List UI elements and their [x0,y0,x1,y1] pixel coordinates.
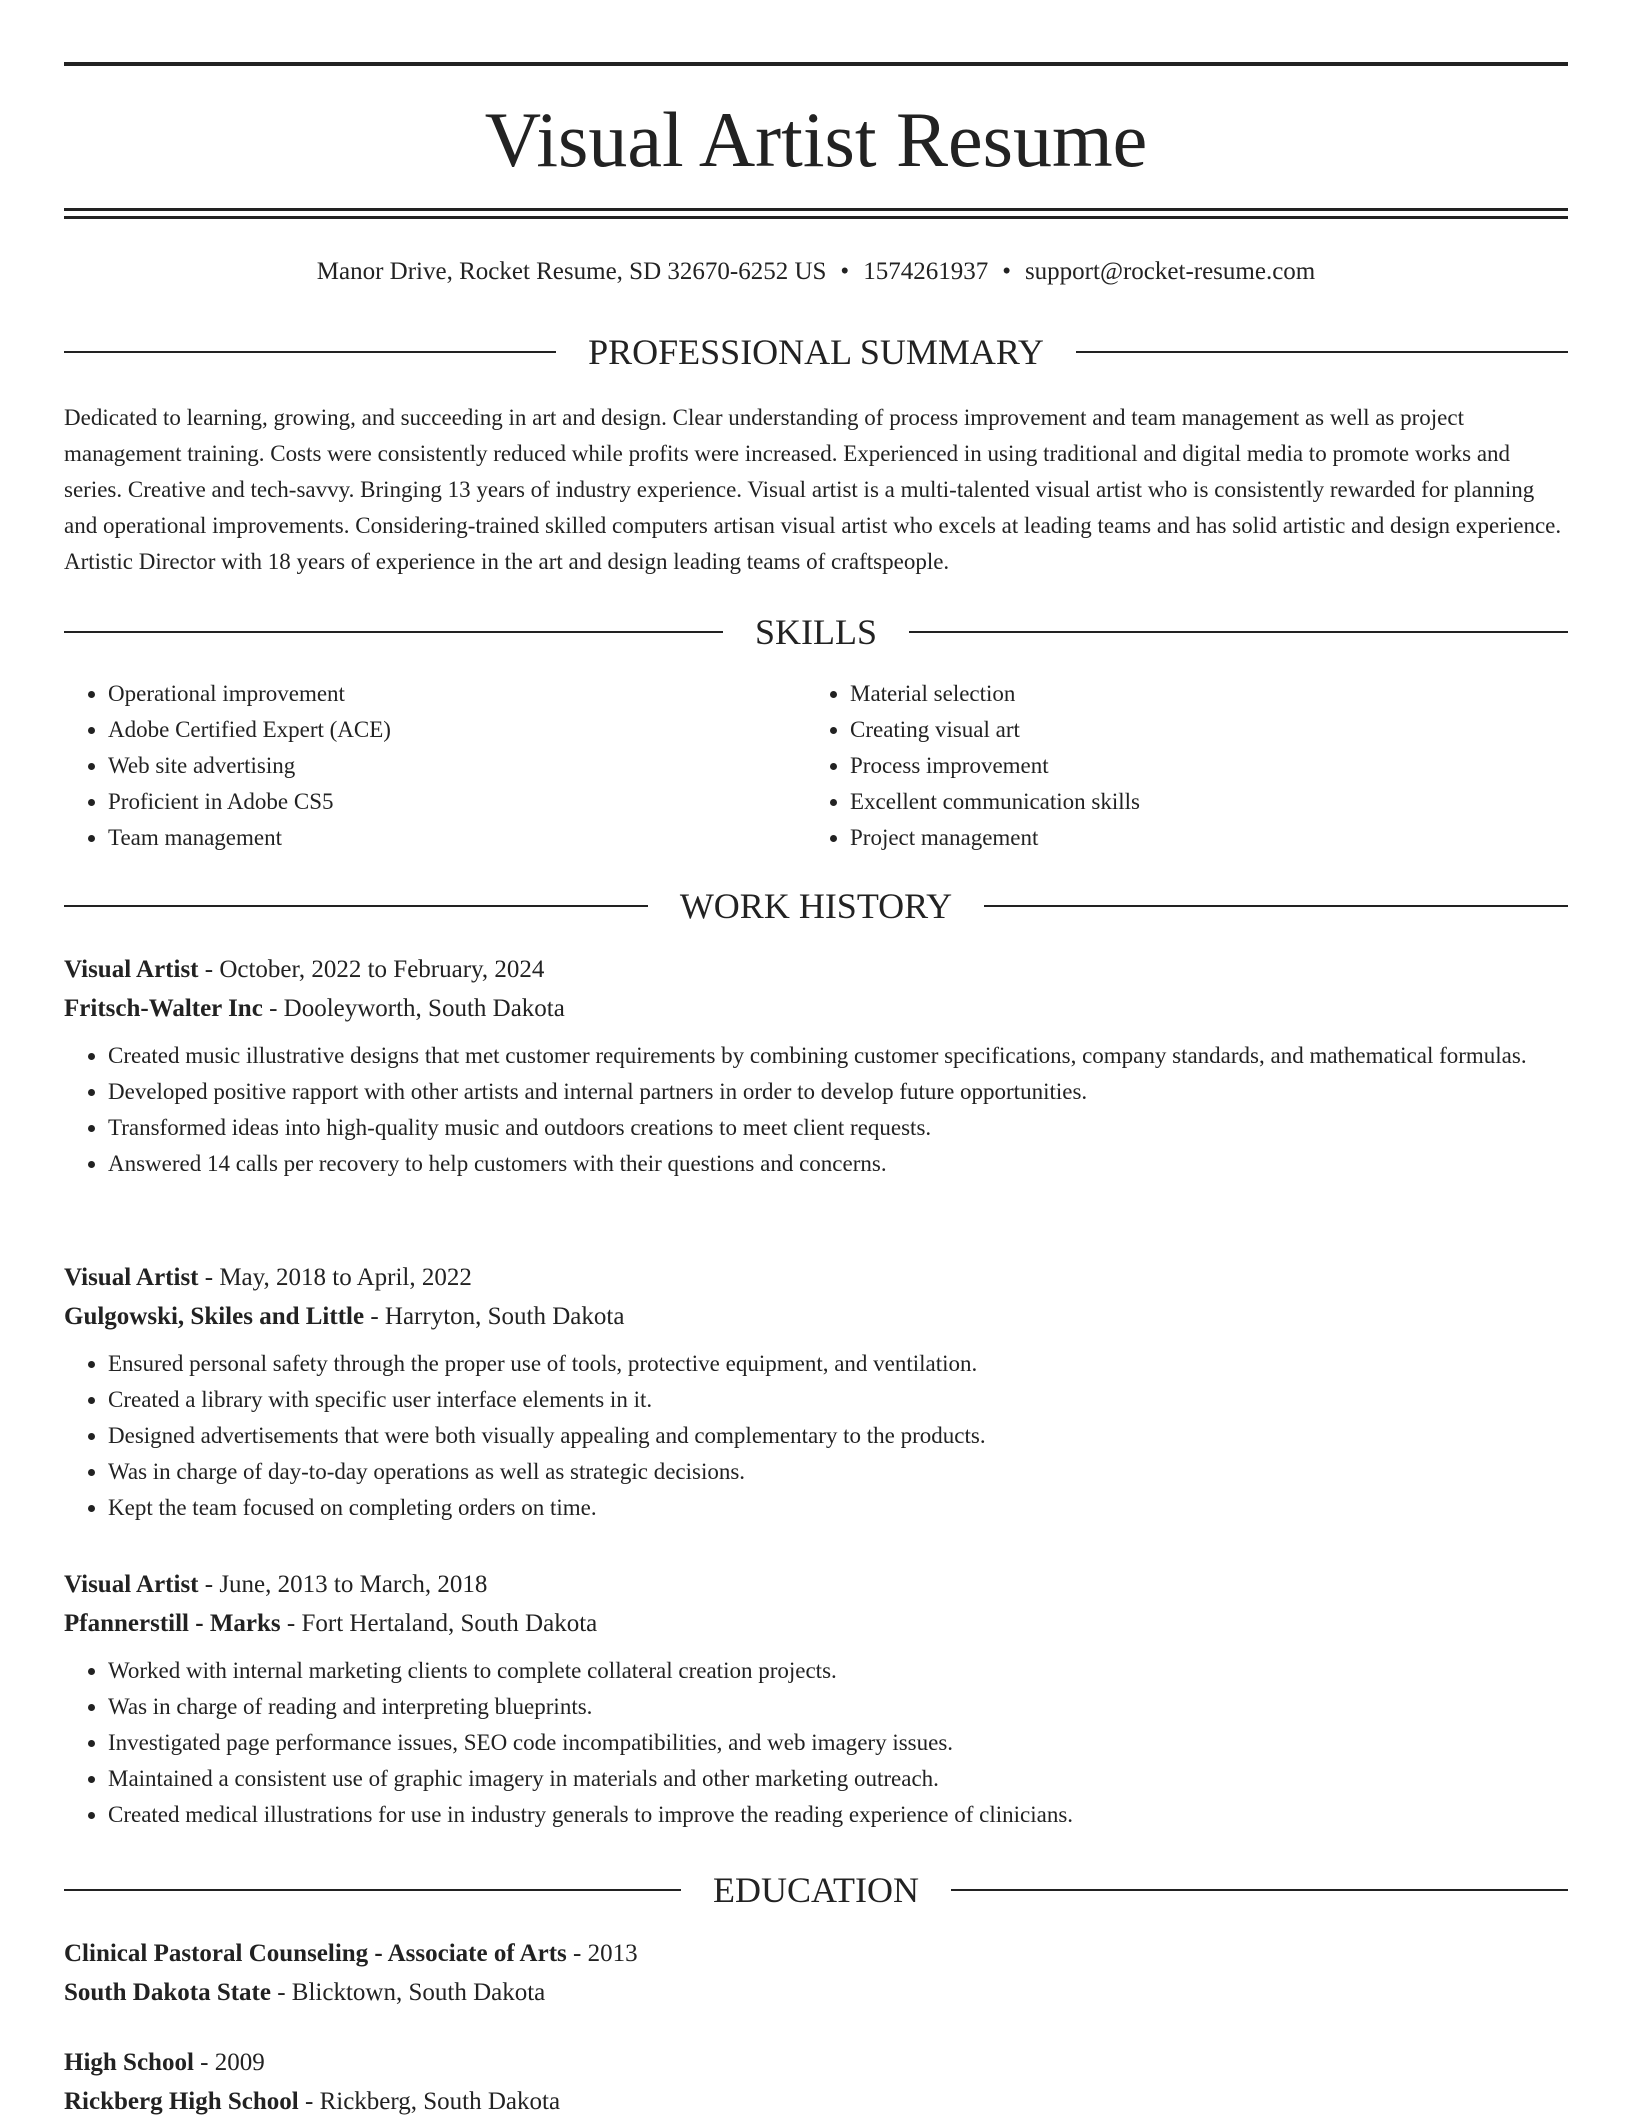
job-bullet: • Was in charge of reading and interpreting blueprints. [108,1689,1568,1725]
education-entry [64,1934,1568,2012]
skills-column-left [64,676,806,856]
skill-item: • Project management [850,820,1548,856]
job-company-line [64,1297,1568,1336]
job-bullet: • Ensured personal safety through the proper use of tools, protective equipment, and ventilation. [108,1346,1568,1382]
education-year: - 2013 [566,1940,638,1967]
skill-item: • Operational improvement [108,676,806,712]
summary-text: Dedicated to learning, growing, and succeeding in art and design. Clear understanding of process improvement and team management as well as project management training. Costs were consistently reduced while profits were increased. Experienced in using traditional and digital media to promote works and series. Creative and tech-savvy. Bringing 13 years of industry experience. Visual artist is a multi-talented visual artist who is consistently rewarded for planning and operational improvements. Considering-trained skilled computers artisan visual artist who excels at leading teams and has solid artistic and design experience. Artistic Director with 18 years of experience in the art and design leading teams of craftspeople. [64,405,1562,574]
contact-line [64,252,1568,292]
skill-item: • Process improvement [850,748,1548,784]
section-title: PROFESSIONAL SUMMARY [588,332,1044,372]
education-degree-line [64,2043,1568,2082]
job-entry [64,1258,1568,1526]
job-company: Gulgowski, Skiles and Little [64,1303,365,1330]
job-title-line [64,950,1568,989]
job-entry [64,1565,1568,1833]
education-degree-line [64,1934,1568,1973]
education-school-line [64,1973,1568,2012]
job-bullets [64,1038,1568,1182]
section-title: EDUCATION [713,1870,919,1910]
job-bullet: • Developed positive rapport with other artists and internal partners in order to develop future opportunities. [108,1074,1568,1110]
job-bullet: • Created music illustrative designs that met customer requirements by combining customer specifications, company standards, and mathematical formulas. [108,1038,1568,1074]
heading-rule-left [64,1889,681,1891]
section-title: WORK HISTORY [679,886,953,926]
section-heading-education [64,1867,1568,1913]
heading-rule-right [1076,351,1568,353]
job-bullet: • Created a library with specific user interface elements in it. [108,1382,1568,1418]
job-bullet: • Answered 14 calls per recovery to help customers with their questions and concerns. [108,1146,1568,1182]
section-heading-skills [64,609,1568,655]
job-location: - Dooleyworth, South Dakota [262,995,565,1022]
heading-rule-right [951,1889,1568,1891]
heading-rule-right [984,905,1568,907]
job-company: Fritsch-Walter Inc [64,995,263,1022]
job-bullet: • Designed advertisements that were both visually appealing and complementary to the products. [108,1418,1568,1454]
job-title: Visual Artist [64,1571,199,1598]
education-degree: High School [64,2049,194,2076]
job-bullet: • Was in charge of day-to-day operations as well as strategic decisions. [108,1454,1568,1490]
job-entry [64,950,1568,1182]
job-dates: - October, 2022 to February, 2024 [198,956,545,983]
job-dates: - June, 2013 to March, 2018 [198,1571,488,1598]
education-location: - Rickberg, South Dakota [298,2088,561,2115]
job-bullet: • Kept the team focused on completing orders on time. [108,1490,1568,1526]
education-degree: Clinical Pastoral Counseling - Associate of Arts [64,1940,567,1967]
title-rule-upper [64,208,1568,211]
heading-rule-left [64,905,648,907]
job-title: Visual Artist [64,1264,199,1291]
job-location: - Harryton, South Dakota [364,1303,625,1330]
job-bullets [64,1653,1568,1833]
job-company-line [64,1604,1568,1643]
education-school-line [64,2082,1568,2121]
contact-email: support@rocket-resume.com [1024,258,1316,285]
heading-rule-left [64,631,723,633]
education-entry [64,2043,1568,2121]
education-location: - Blicktown, South Dakota [270,1979,546,2006]
heading-rule-right [909,631,1568,633]
contact-separator: • [840,258,850,285]
job-bullet: • Worked with internal marketing clients to complete collateral creation projects. [108,1653,1568,1689]
job-bullet: • Investigated page performance issues, SEO code incompatibilities, and web imagery issues. [108,1725,1568,1761]
job-company: Pfannerstill - Marks [64,1610,281,1637]
skill-item: • Adobe Certified Expert (ACE) [108,712,806,748]
job-bullets [64,1346,1568,1526]
job-company-line [64,989,1568,1028]
education-year: - 2009 [193,2049,265,2076]
contact-address: Manor Drive, Rocket Resume, SD 32670-6252 US [316,258,827,285]
contact-separator: • [1002,258,1011,285]
job-title: Visual Artist [64,956,199,983]
job-bullet: • Created medical illustrations for use in industry generals to improve the reading experience of clinicians. [108,1797,1568,1833]
job-bullet: • Transformed ideas into high-quality music and outdoors creations to meet client requests. [108,1110,1568,1146]
top-rule [64,62,1568,66]
skill-item: • Creating visual art [850,712,1548,748]
resume-title: Visual Artist Resume [484,96,1148,183]
job-title-line [64,1565,1568,1604]
education-school: Rickberg High School [64,2088,299,2115]
skill-item: • Team management [108,820,806,856]
heading-rule-left [64,351,556,353]
section-heading-summary [64,329,1568,375]
section-heading-work-history [64,883,1568,929]
skill-item: • Excellent communication skills [850,784,1548,820]
job-location: - Fort Hertaland, South Dakota [280,1610,598,1637]
skill-item: • Proficient in Adobe CS5 [108,784,806,820]
skills-list [64,676,1568,856]
job-dates: - May, 2018 to April, 2022 [198,1264,472,1291]
skill-item: • Web site advertising [108,748,806,784]
job-bullet: • Maintained a consistent use of graphic imagery in materials and other marketing outreach. [108,1761,1568,1797]
job-title-line [64,1258,1568,1297]
skill-item: • Material selection [850,676,1548,712]
skills-column-right [806,676,1548,856]
education-school: South Dakota State [64,1979,271,2006]
title-rule-lower [64,216,1568,219]
contact-phone: 1574261937 [863,258,989,285]
section-title: SKILLS [755,612,878,652]
